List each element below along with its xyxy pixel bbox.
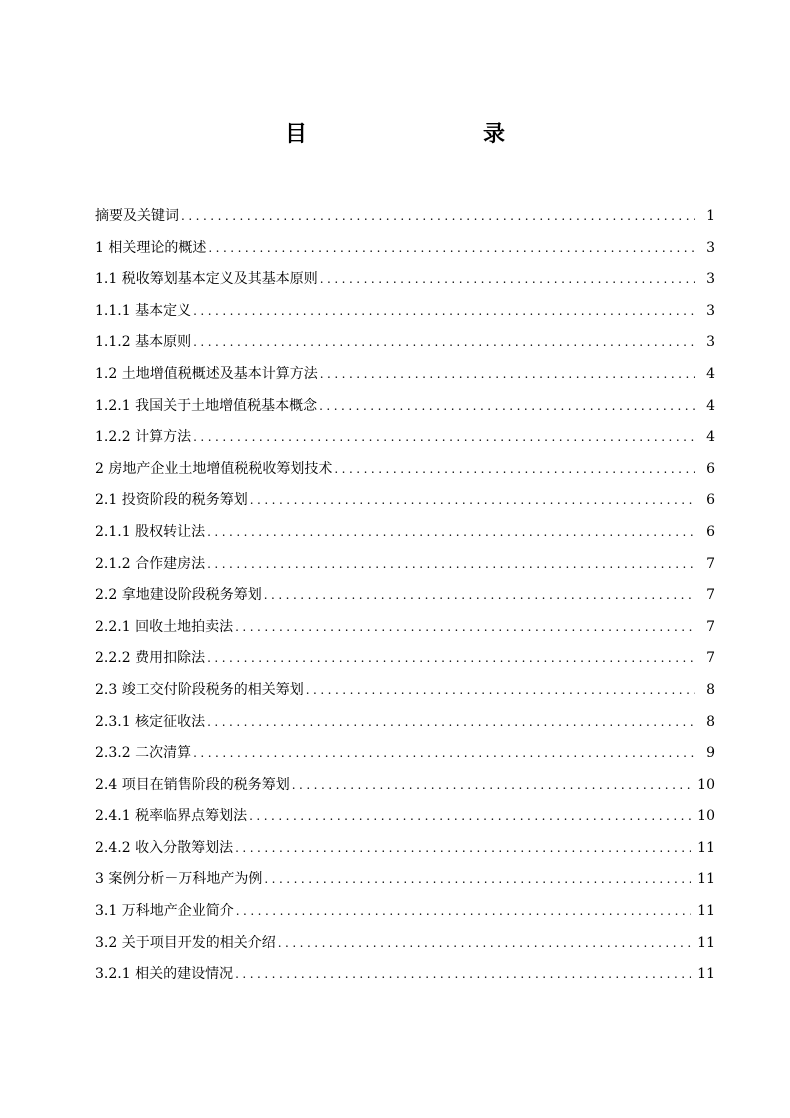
page-title: 目 录 bbox=[284, 122, 549, 147]
toc-entry-page-number: 6 bbox=[706, 523, 715, 540]
toc-entry[interactable] bbox=[95, 738, 715, 770]
toc-dot-leader bbox=[207, 643, 695, 675]
toc-entry-page-number: 11 bbox=[697, 871, 715, 888]
toc-dot-leader bbox=[207, 517, 695, 549]
toc-entry[interactable] bbox=[95, 928, 715, 960]
toc-entry-label: 2 房地产企业土地增值税税收筹划技术 bbox=[95, 460, 333, 477]
toc-entry-label: 3.1 万科地产企业简介 bbox=[95, 903, 234, 920]
toc-entry-page-number: 6 bbox=[706, 492, 715, 509]
toc-entry[interactable] bbox=[95, 327, 715, 359]
toc-entry-page-number: 7 bbox=[706, 650, 715, 667]
toc-entry-label: 3.2 关于项目开发的相关介绍 bbox=[95, 934, 276, 951]
toc-entry[interactable] bbox=[95, 296, 715, 328]
toc-entry-page-number: 4 bbox=[706, 397, 715, 414]
toc-dot-leader bbox=[334, 454, 695, 486]
toc-dot-leader bbox=[292, 770, 691, 802]
toc-dot-leader bbox=[193, 422, 695, 454]
toc-entry[interactable] bbox=[95, 391, 715, 423]
toc-entry-label: 1.2.1 我国关于土地增值税基本概念 bbox=[95, 397, 318, 414]
toc-dot-leader bbox=[236, 896, 691, 928]
toc-entry[interactable] bbox=[95, 801, 715, 833]
toc-entry-label: 2.3 竣工交付阶段税务的相关筹划 bbox=[95, 681, 304, 698]
toc-dot-leader bbox=[235, 612, 695, 644]
toc-dot-leader bbox=[193, 738, 695, 770]
toc-entry[interactable] bbox=[95, 549, 715, 581]
toc-entry-page-number: 4 bbox=[706, 429, 715, 446]
toc-entry-page-number: 3 bbox=[706, 271, 715, 288]
toc-entry-label: 1.1.2 基本原则 bbox=[95, 334, 192, 351]
toc-entry-page-number: 11 bbox=[697, 839, 715, 856]
toc-entry-page-number: 10 bbox=[697, 776, 715, 793]
toc-entry-page-number: 8 bbox=[706, 681, 715, 698]
toc-entry-label: 2.4.2 收入分散筹划法 bbox=[95, 839, 234, 856]
toc-dot-leader bbox=[235, 833, 691, 865]
toc-entry-page-number: 3 bbox=[706, 334, 715, 351]
toc-entry-label: 2.3.2 二次清算 bbox=[95, 745, 192, 762]
toc-entry[interactable] bbox=[95, 896, 715, 928]
toc-dot-leader bbox=[193, 327, 695, 359]
toc-entry-label: 2.2.2 费用扣除法 bbox=[95, 650, 206, 667]
table-of-contents bbox=[95, 201, 715, 991]
toc-entry-label: 1.2 土地增值税概述及基本计算方法 bbox=[95, 365, 318, 382]
toc-entry-page-number: 3 bbox=[706, 302, 715, 319]
toc-entry[interactable] bbox=[95, 643, 715, 675]
toc-entry-page-number: 7 bbox=[706, 555, 715, 572]
toc-entry-page-number: 9 bbox=[706, 745, 715, 762]
toc-dot-leader bbox=[207, 549, 695, 581]
toc-entry-label: 1.1.1 基本定义 bbox=[95, 302, 192, 319]
toc-entry-label: 3 案例分析－万科地产为例 bbox=[95, 871, 263, 888]
toc-entry-label: 3.2.1 相关的建设情况 bbox=[95, 966, 234, 983]
toc-entry[interactable] bbox=[95, 517, 715, 549]
toc-entry[interactable] bbox=[95, 264, 715, 296]
toc-dot-leader bbox=[319, 391, 695, 423]
toc-dot-leader bbox=[193, 296, 695, 328]
toc-entry-label: 2.1 投资阶段的税务筹划 bbox=[95, 492, 248, 509]
toc-entry-page-number: 11 bbox=[697, 966, 715, 983]
toc-entry[interactable] bbox=[95, 454, 715, 486]
toc-dot-leader bbox=[306, 675, 695, 707]
toc-entry[interactable] bbox=[95, 485, 715, 517]
toc-entry-label: 2.4 项目在销售阶段的税务筹划 bbox=[95, 776, 290, 793]
toc-entry[interactable] bbox=[95, 675, 715, 707]
toc-dot-leader bbox=[320, 359, 695, 391]
toc-entry[interactable] bbox=[95, 770, 715, 802]
toc-entry-page-number: 7 bbox=[706, 587, 715, 604]
toc-dot-leader bbox=[181, 201, 695, 233]
toc-entry[interactable] bbox=[95, 359, 715, 391]
toc-entry-label: 摘要及关键词 bbox=[95, 208, 179, 224]
toc-entry-page-number: 4 bbox=[706, 365, 715, 382]
toc-dot-leader bbox=[250, 485, 695, 517]
toc-entry-page-number: 6 bbox=[706, 460, 715, 477]
toc-dot-leader bbox=[264, 580, 695, 612]
toc-dot-leader bbox=[207, 707, 695, 739]
toc-dot-leader bbox=[320, 264, 695, 296]
toc-entry[interactable] bbox=[95, 233, 715, 265]
toc-entry-page-number: 8 bbox=[706, 713, 715, 730]
toc-entry[interactable] bbox=[95, 201, 715, 233]
toc-dot-leader bbox=[235, 959, 691, 991]
toc-entry[interactable] bbox=[95, 959, 715, 991]
toc-entry-label: 1.2.2 计算方法 bbox=[95, 429, 192, 446]
toc-entry[interactable] bbox=[95, 707, 715, 739]
toc-dot-leader bbox=[208, 233, 695, 265]
toc-entry-label: 2.2.1 回收土地拍卖法 bbox=[95, 618, 234, 635]
toc-entry[interactable] bbox=[95, 833, 715, 865]
toc-entry[interactable] bbox=[95, 864, 715, 896]
toc-entry-label: 2.1.2 合作建房法 bbox=[95, 555, 206, 572]
toc-dot-leader bbox=[264, 864, 691, 896]
toc-dot-leader bbox=[278, 928, 691, 960]
toc-entry-page-number: 1 bbox=[706, 208, 715, 224]
toc-entry[interactable] bbox=[95, 422, 715, 454]
toc-entry-page-number: 11 bbox=[697, 934, 715, 951]
toc-entry[interactable] bbox=[95, 580, 715, 612]
toc-dot-leader bbox=[249, 801, 691, 833]
toc-entry-label: 2.2 拿地建设阶段税务筹划 bbox=[95, 587, 262, 604]
toc-entry-label: 2.1.1 股权转让法 bbox=[95, 523, 206, 540]
toc-entry-page-number: 10 bbox=[697, 808, 715, 825]
toc-entry-label: 2.4.1 税率临界点筹划法 bbox=[95, 808, 248, 825]
toc-entry-label: 2.3.1 核定征收法 bbox=[95, 713, 206, 730]
toc-entry-page-number: 3 bbox=[706, 239, 715, 256]
toc-entry-page-number: 7 bbox=[706, 618, 715, 635]
toc-entry-label: 1 相关理论的概述 bbox=[95, 239, 207, 256]
toc-entry[interactable] bbox=[95, 612, 715, 644]
toc-entry-label: 1.1 税收筹划基本定义及其基本原则 bbox=[95, 271, 318, 288]
toc-entry-page-number: 11 bbox=[697, 903, 715, 920]
